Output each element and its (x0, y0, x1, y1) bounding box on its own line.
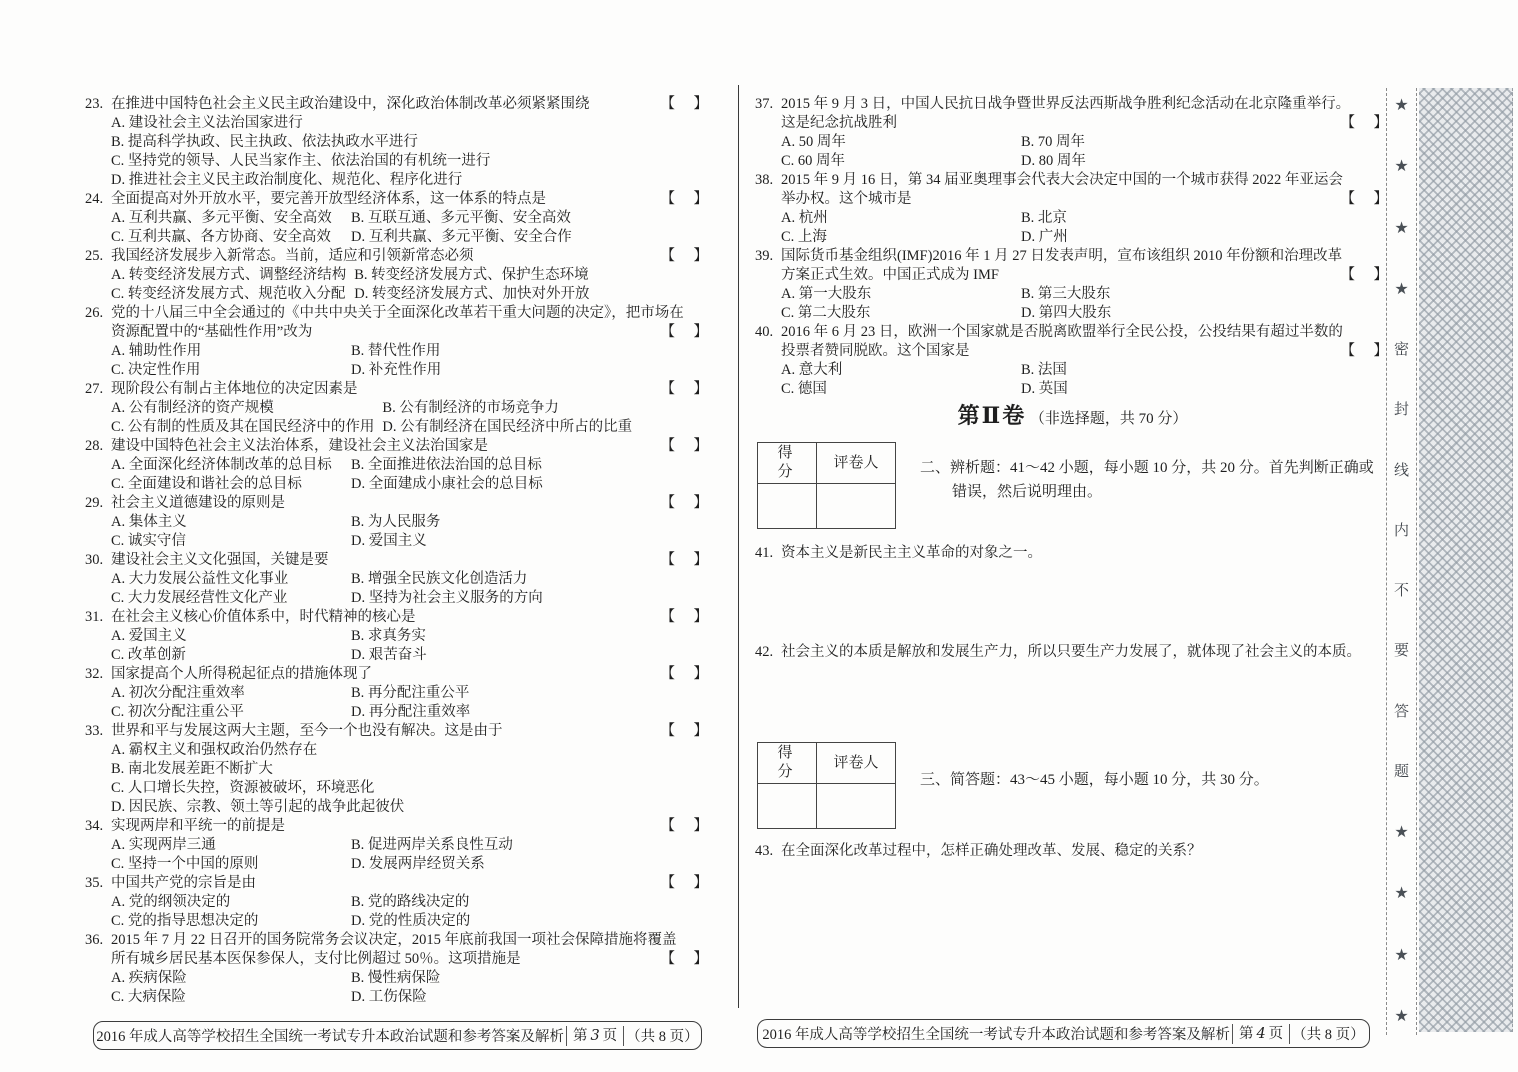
column-divider (738, 85, 739, 1008)
question-stem-line (755, 171, 1390, 190)
question-number: 33. (85, 723, 104, 739)
option: B. 北京 (1021, 210, 1067, 226)
question-number: 30. (85, 552, 104, 568)
question-34 (85, 817, 710, 874)
grader-cell-empty (817, 784, 896, 829)
option: D. 工伤保险 (351, 989, 427, 1005)
seal-text-char: 题 (1393, 763, 1409, 780)
question-stem-text: 资源配置中的“基础性作用”改为 (111, 324, 313, 340)
question-number: 41. (755, 545, 774, 561)
question-23 (85, 95, 710, 190)
score-box (757, 742, 896, 829)
question-stem-text: 36. 2015 年 7 月 22 日召开的国务院常务会议决定，2015 年底前我国一项社会保障措施将覆盖 (85, 932, 677, 948)
seal-text-char: 线 (1393, 462, 1409, 479)
question-number: 35. (85, 875, 104, 891)
answer-bracket: 【 】 (660, 248, 710, 264)
option: C. 上海 (781, 229, 827, 245)
question-stem-line (85, 665, 710, 684)
question-stem-text: 举办权。这个城市是 (781, 191, 912, 207)
answer-bracket: 【 】 (1340, 267, 1390, 283)
answer-bracket: 【 】 (660, 324, 710, 340)
question-26 (85, 304, 710, 380)
footer-page-number: 4 (1256, 1025, 1266, 1042)
question-number: 29. (85, 495, 104, 511)
answer-bracket: 【 】 (1340, 115, 1390, 131)
option: B. 公有制经济的市场竞争力 (382, 400, 559, 416)
part2-instructions (920, 456, 1374, 504)
option: B. 慢性病保险 (351, 970, 441, 986)
option: D. 转变经济发展方式、加快对外开放 (354, 286, 590, 302)
option: C. 诚实守信 (111, 533, 186, 549)
question-number: 25. (85, 248, 104, 264)
option: D. 因民族、宗教、领土等引起的战争此起彼伏 (111, 799, 405, 815)
star-icon: ★ (1394, 1007, 1409, 1025)
score-box (757, 442, 896, 529)
option: A. 集体主义 (111, 514, 187, 530)
question-25 (85, 247, 710, 304)
option: A. 杭州 (781, 210, 828, 226)
question-number: 34. (85, 818, 104, 834)
question-number: 23. (85, 96, 104, 112)
footer-page-3 (93, 1021, 702, 1050)
question-32 (85, 665, 710, 722)
question-stem-text: 34. 实现两岸和平统一的前提是 (85, 818, 285, 834)
question-28 (85, 437, 710, 494)
binding-hatch-band (1419, 88, 1513, 1032)
seal-text-char: 封 (1393, 402, 1409, 419)
option: B. 替代性作用 (351, 343, 441, 359)
option: D. 发展两岸经贸关系 (351, 856, 485, 872)
left-column (85, 95, 710, 1007)
section2-title: 第Ⅱ卷 (957, 403, 1027, 428)
option: D. 互利共赢、多元平衡、安全合作 (351, 229, 572, 245)
options (111, 209, 710, 247)
question-stem-line (781, 266, 1390, 285)
question-stem-text: 27. 现阶段公有制占主体地位的决定因素是 (85, 381, 358, 397)
option: C. 大力发展经营性文化产业 (111, 590, 288, 606)
question-stem-text: 42. 社会主义的本质是解放和发展生产力，所以只要生产力发展了，就体现了社会主义的本质。 (755, 644, 1361, 660)
score-row-bianxi (755, 442, 1390, 529)
question-27 (85, 380, 710, 437)
question-stem-text: 方案正式生效。中国正式成为 IMF (781, 267, 999, 283)
grader-cell-empty (817, 484, 896, 529)
option: A. 全面深化经济体制改革的总目标 (111, 457, 332, 473)
question-stem-text: 33. 世界和平与发展这两大主题，至今一个也没有解决。这是由于 (85, 723, 503, 739)
question-stem-line (781, 342, 1390, 361)
question-stem-text: 23. 在推进中国特色社会主义民主政治建设中，深化政治体制改革必须紧紧围绕 (85, 96, 590, 112)
question-stem-line (85, 494, 710, 513)
question-stem-line (85, 304, 710, 323)
question-stem-line (111, 950, 710, 969)
option: C. 60 周年 (781, 153, 846, 169)
question-stem-text: 39. 国际货币基金组织(IMF)2016 年 1 月 27 日发表声明，宣布该组织 2010 年份额和治理改革 (755, 248, 1343, 264)
question-stem-line (755, 323, 1390, 342)
answer-bracket: 【 】 (660, 875, 710, 891)
question-stem-line (755, 544, 1390, 563)
section2-subtitle: （非选择题，共 70 分） (1029, 411, 1188, 427)
answer-bracket: 【 】 (660, 723, 710, 739)
question-number: 39. (755, 248, 774, 264)
options (111, 627, 710, 665)
options (111, 969, 710, 1007)
answer-bracket: 【 】 (660, 818, 710, 834)
answer-bracket: 【 】 (660, 495, 710, 511)
grader-label: 评卷人 (817, 743, 896, 784)
option: D. 广州 (1021, 229, 1068, 245)
question-number: 26. (85, 305, 104, 321)
answer-bracket: 【 】 (660, 609, 710, 625)
section2-heading (755, 403, 1390, 429)
question-stem-line (85, 874, 710, 893)
question-stem-line (111, 323, 710, 342)
grader-label: 评卷人 (817, 443, 896, 484)
options (781, 285, 1390, 323)
seal-text-char: 答 (1393, 703, 1409, 720)
question-stem-line (755, 842, 1390, 861)
question-24 (85, 190, 710, 247)
options (781, 209, 1390, 247)
option: A. 霸权主义和强权政治仍然存在 (111, 742, 318, 758)
option: A. 疾病保险 (111, 970, 187, 986)
option: B. 为人民服务 (351, 514, 441, 530)
footer-page-segment (1232, 1024, 1290, 1044)
question-stem-line (85, 380, 710, 399)
seal-text-char: 内 (1393, 522, 1409, 539)
footer-page-label: 第 (572, 1027, 588, 1044)
option: C. 转变经济发展方式、规范收入分配 (111, 286, 346, 302)
footer-total-pages: （共 8 页） (1292, 1027, 1365, 1043)
question-number: 27. (85, 381, 104, 397)
star-icon: ★ (1394, 885, 1409, 903)
option: D. 再分配注重效率 (351, 704, 471, 720)
question-33 (85, 722, 710, 817)
option: C. 全面建设和谐社会的总目标 (111, 476, 302, 492)
option: B. 互联互通、多元平衡、安全高效 (351, 210, 571, 226)
footer-page-number: 3 (590, 1027, 600, 1044)
question-43 (755, 842, 1390, 861)
question-stem-line (85, 722, 710, 741)
option: C. 互利共赢、各方协商、安全高效 (111, 229, 331, 245)
question-stem-text: 37. 2015 年 9 月 3 日，中国人民抗日战争暨世界反法西斯战争胜利纪念活动在北京隆重举行。 (755, 96, 1351, 112)
question-stem-text: 25. 我国经济发展步入新常态。当前，适应和引领新常态必须 (85, 248, 474, 264)
question-stem-line (85, 551, 710, 570)
score-row-jianda (755, 742, 1390, 829)
question-stem-line (85, 817, 710, 836)
option: A. 爱国主义 (111, 628, 187, 644)
option: A. 公有制经济的资产规模 (111, 400, 274, 416)
option: B. 南北发展差距不断扩大 (111, 761, 273, 777)
option: D. 英国 (1021, 381, 1068, 397)
score-cell-empty (758, 484, 817, 529)
option: A. 50 周年 (781, 134, 846, 150)
option: B. 70 周年 (1021, 134, 1086, 150)
question-number: 37. (755, 96, 774, 112)
option: B. 全面推进依法治国的总目标 (351, 457, 542, 473)
option: B. 促进两岸关系良性互动 (351, 837, 513, 853)
question-stem-text: 35. 中国共产党的宗旨是由 (85, 875, 256, 891)
answer-bracket: 【 】 (660, 951, 710, 967)
answer-bracket: 【 】 (1340, 343, 1390, 359)
option: C. 改革创新 (111, 647, 186, 663)
seal-text-char: 要 (1393, 643, 1409, 660)
question-stem-line (755, 247, 1390, 266)
answer-bracket: 【 】 (660, 666, 710, 682)
question-number: 43. (755, 843, 774, 859)
option: B. 再分配注重公平 (351, 685, 470, 701)
option: D. 艰苦奋斗 (351, 647, 427, 663)
question-35 (85, 874, 710, 931)
star-icon: ★ (1394, 946, 1409, 964)
question-stem-line (85, 247, 710, 266)
question-stem-line (85, 931, 710, 950)
right-column (755, 95, 1390, 861)
part3-instructions (920, 768, 1269, 792)
answer-bracket: 【 】 (660, 96, 710, 112)
footer-total-pages: （共 8 页） (626, 1029, 699, 1045)
answer-bracket: 【 】 (660, 191, 710, 207)
option: B. 转变经济发展方式、保护生态环境 (354, 267, 589, 283)
option: A. 初次分配注重效率 (111, 685, 245, 701)
option: A. 大力发展公益性文化事业 (111, 571, 289, 587)
option: D. 党的性质决定的 (351, 913, 471, 929)
question-37 (755, 95, 1390, 171)
options (111, 684, 710, 722)
answer-bracket: 【 】 (1340, 191, 1390, 207)
option: A. 实现两岸三通 (111, 837, 216, 853)
score-label: 得 分 (758, 443, 817, 484)
question-stem-text: 这是纪念抗战胜利 (781, 115, 897, 131)
footer-page-segment (566, 1026, 624, 1046)
option: B. 第三大股东 (1021, 286, 1111, 302)
seal-line-strip (1386, 88, 1417, 1035)
question-stem-text: 38. 2015 年 9 月 16 日，第 34 届亚奥理事会代表大会决定中国的一个城市获得 2022 年亚运会 (755, 172, 1343, 188)
part2-instructions-line2: 错误，然后说明理由。 (952, 484, 1103, 500)
option: A. 辅助性作用 (111, 343, 202, 359)
star-icon: ★ (1394, 219, 1409, 237)
option: B. 提高科学执政、民主执政、依法执政水平进行 (111, 134, 418, 150)
option: D. 坚持为社会主义服务的方向 (351, 590, 543, 606)
question-31 (85, 608, 710, 665)
option: D. 公有制经济在国民经济中所占的比重 (382, 419, 633, 435)
question-number: 40. (755, 324, 774, 340)
option: C. 初次分配注重公平 (111, 704, 244, 720)
bianxi-questions (755, 544, 1390, 662)
option: A. 互利共赢、多元平衡、安全高效 (111, 210, 332, 226)
options (111, 456, 710, 494)
footer-page-word: 页 (602, 1027, 618, 1044)
option: D. 全面建成小康社会的总目标 (351, 476, 543, 492)
option: D. 爱国主义 (351, 533, 427, 549)
options (111, 513, 710, 551)
question-stem-line (85, 608, 710, 627)
option: C. 第二大股东 (781, 305, 871, 321)
option: D. 第四大股东 (1021, 305, 1112, 321)
star-icon: ★ (1394, 97, 1409, 114)
question-number: 24. (85, 191, 104, 207)
question-stem-text: 31. 在社会主义核心价值体系中，时代精神的核心是 (85, 609, 416, 625)
option: B. 增强全民族文化创造活力 (351, 571, 528, 587)
question-stem-text: 41. 资本主义是新民主主义革命的对象之一。 (755, 545, 1042, 561)
option: C. 大病保险 (111, 989, 186, 1005)
part2-instructions-line1: 二、辨析题：41～42 小题，每小题 10 分，共 20 分。首先判断正确或 (920, 460, 1374, 476)
question-stem-line (781, 190, 1390, 209)
footer-text: 2016 年成人高等学校招生全国统一考试专升本政治试题和参考答案及解析 (762, 1027, 1230, 1043)
option: C. 坚持一个中国的原则 (111, 856, 259, 872)
score-cell-empty (758, 784, 817, 829)
option: C. 决定性作用 (111, 362, 201, 378)
question-number: 32. (85, 666, 104, 682)
question-41 (755, 544, 1390, 563)
right-questions (755, 95, 1390, 399)
option: C. 党的指导思想决定的 (111, 913, 259, 929)
question-stem-line (755, 643, 1390, 662)
footer-page-4 (757, 1019, 1370, 1048)
option: D. 补充性作用 (351, 362, 442, 378)
option: C. 坚持党的领导、人民当家作主、依法治国的有机统一进行 (111, 153, 491, 169)
question-stem-text: 26. 党的十八届三中全会通过的《中共中央关于全面深化改革若干重大问题的决定》，把市场在 (85, 305, 684, 321)
question-number: 36. (85, 932, 104, 948)
star-icon: ★ (1394, 158, 1409, 176)
answer-bracket: 【 】 (660, 438, 710, 454)
options (111, 570, 710, 608)
option: A. 意大利 (781, 362, 843, 378)
option: C. 德国 (781, 381, 827, 397)
option: A. 建设社会主义法治国家进行 (111, 115, 303, 131)
question-number: 38. (755, 172, 774, 188)
question-number: 28. (85, 438, 104, 454)
score-label: 得 分 (758, 743, 817, 784)
option: A. 转变经济发展方式、调整经济结构 (111, 267, 347, 283)
question-stem-line (781, 114, 1390, 133)
question-stem-text: 28. 建设中国特色社会主义法治体系，建设社会主义法治国家是 (85, 438, 488, 454)
option: A. 第一大股东 (781, 286, 872, 302)
part3-instructions-line1: 三、简答题：43～45 小题，每小题 10 分，共 30 分。 (920, 772, 1269, 788)
answer-bracket: 【 】 (660, 552, 710, 568)
question-stem-line (85, 190, 710, 209)
seal-text-char: 密 (1393, 342, 1409, 359)
question-stem-line (85, 95, 710, 114)
options (111, 399, 710, 437)
footer-text: 2016 年成人高等学校招生全国统一考试专升本政治试题和参考答案及解析 (96, 1029, 564, 1045)
question-number: 42. (755, 644, 774, 660)
question-stem-line (85, 437, 710, 456)
question-stem-text: 24. 全面提高对外开放水平，要完善开放型经济体系，这一体系的特点是 (85, 191, 546, 207)
question-30 (85, 551, 710, 608)
question-42 (755, 643, 1390, 662)
options (781, 133, 1390, 171)
question-stem-text: 29. 社会主义道德建设的原则是 (85, 495, 285, 511)
options (111, 893, 710, 931)
option: C. 人口增长失控，资源被破坏，环境恶化 (111, 780, 375, 796)
question-stem-line (755, 95, 1390, 114)
jianda-questions (755, 842, 1390, 861)
question-number: 31. (85, 609, 104, 625)
question-38 (755, 171, 1390, 247)
question-stem-text: 30. 建设社会主义文化强国，关键是要 (85, 552, 329, 568)
star-icon: ★ (1394, 280, 1409, 298)
options (111, 342, 710, 380)
options (111, 836, 710, 874)
question-29 (85, 494, 710, 551)
option: B. 求真务实 (351, 628, 426, 644)
options (781, 361, 1390, 399)
option: A. 党的纲领决定的 (111, 894, 231, 910)
options (111, 741, 710, 817)
answer-bracket: 【 】 (660, 381, 710, 397)
options (111, 114, 710, 190)
option: D. 80 周年 (1021, 153, 1086, 169)
question-stem-text: 43. 在全面深化改革过程中，怎样正确处理改革、发展、稳定的关系？ (755, 843, 1202, 859)
star-icon: ★ (1394, 824, 1409, 842)
question-stem-text: 所有城乡居民基本医保参保人，支付比例超过 50％。这项措施是 (111, 951, 521, 967)
question-36 (85, 931, 710, 1007)
option: C. 公有制的性质及其在国民经济中的作用 (111, 419, 375, 435)
option: D. 推进社会主义民主政治制度化、规范化、程序化进行 (111, 172, 463, 188)
seal-text-char: 不 (1393, 583, 1409, 600)
question-40 (755, 323, 1390, 399)
question-stem-text: 投票者赞同脱欧。这个国家是 (781, 343, 970, 359)
options (111, 266, 710, 304)
option: B. 法国 (1021, 362, 1067, 378)
question-39 (755, 247, 1390, 323)
footer-page-word: 页 (1268, 1025, 1284, 1042)
question-stem-text: 40. 2016 年 6 月 23 日，欧洲一个国家就是否脱离欧盟举行全民公投，公投结果有超过半数的 (755, 324, 1343, 340)
question-stem-text: 32. 国家提高个人所得税起征点的措施体现了 (85, 666, 372, 682)
footer-page-label: 第 (1238, 1025, 1254, 1042)
option: B. 党的路线决定的 (351, 894, 470, 910)
